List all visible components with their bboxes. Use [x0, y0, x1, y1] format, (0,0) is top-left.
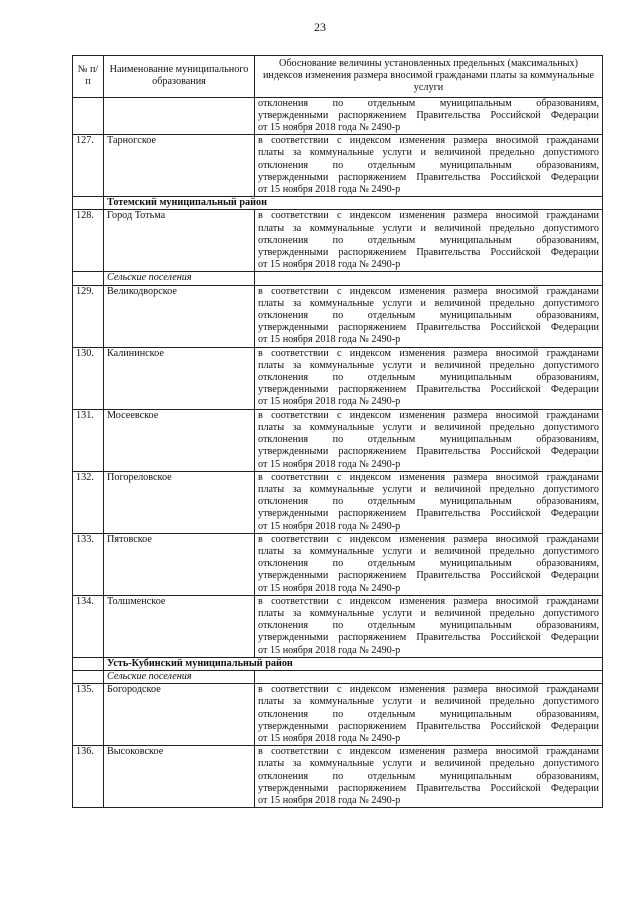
table-header-row	[73, 56, 603, 98]
text-line: в соответствии с индексом изменения размера вносимой гражданами	[258, 210, 599, 222]
table-row	[73, 135, 603, 197]
table-row	[73, 285, 603, 347]
text-line: от 15 ноября 2018 года № 2490-р	[258, 732, 401, 744]
text-line: отклонения по отдельным муниципальным образованиям,	[258, 558, 599, 570]
text-line: от 15 ноября 2018 года № 2490-р	[258, 644, 401, 656]
justification-text	[255, 347, 603, 409]
table-row	[73, 746, 603, 808]
text-line: в соответствии с индексом изменения размера вносимой гражданами	[258, 409, 599, 421]
header-number: № п/п	[73, 56, 104, 98]
text-line: от 15 ноября 2018 года № 2490-р	[258, 396, 401, 408]
table-row	[73, 471, 603, 533]
text-line: от 15 ноября 2018 года № 2490-р	[258, 458, 401, 470]
row-number: 128.	[73, 210, 104, 272]
text-line: платы за коммунальные услуги и величиной предельно допустимого	[258, 758, 599, 770]
page-number: 23	[314, 20, 326, 34]
text-line: утвержденными распоряжением Правительства Российской Федерации	[258, 632, 599, 644]
text-line: в соответствии с индексом изменения размера вносимой гражданами	[258, 746, 599, 758]
region-row	[73, 657, 603, 670]
text-line: утвержденными распоряжением Правительства Российской Федерации	[258, 508, 599, 520]
text-line: в соответствии с индексом изменения размера вносимой гражданами	[258, 595, 599, 607]
table-row	[73, 533, 603, 595]
header-justification: Обоснование величины установленных предельных (максимальных) индексов изменения размера вносимой гражданами платы за коммунальные услуги	[255, 56, 603, 98]
subsection-label: Сельские поселения	[104, 272, 255, 285]
text-line: платы за коммунальные услуги и величиной предельно допустимого	[258, 483, 599, 495]
text-line: от 15 ноября 2018 года № 2490-р	[258, 122, 401, 134]
table-row	[73, 684, 603, 746]
text-line: в соответствии с индексом изменения размера вносимой гражданами	[258, 533, 599, 545]
text-line: отклонения по отдельным муниципальным образованиям,	[258, 159, 599, 171]
text-line: отклонения по отдельным муниципальным образованиям,	[258, 496, 599, 508]
text-line: отклонения по отдельным муниципальным образованиям,	[258, 434, 599, 446]
text-line: в соответствии с индексом изменения размера вносимой гражданами	[258, 471, 599, 483]
text-line: в соответствии с индексом изменения размера вносимой гражданами	[258, 135, 599, 147]
text-line: платы за коммунальные услуги и величиной предельно допустимого	[258, 297, 599, 309]
text-line: от 15 ноября 2018 года № 2490-р	[258, 520, 401, 532]
text-line: в соответствии с индексом изменения размера вносимой гражданами	[258, 347, 599, 359]
text-line: утвержденными распоряжением Правительства Российской Федерации	[258, 446, 599, 458]
municipality-name: Тарногское	[104, 135, 255, 197]
text-line: платы за коммунальные услуги и величиной предельно допустимого	[258, 545, 599, 557]
municipality-name: Пятовское	[104, 533, 255, 595]
text-line: платы за коммунальные услуги и величиной предельно допустимого	[258, 607, 599, 619]
text-line: отклонения по отдельным муниципальным образованиям,	[258, 97, 599, 109]
header-municipality: Наименование муниципального образования	[104, 56, 255, 98]
municipality-name: Мосеевское	[104, 409, 255, 471]
municipality-name: Великодворское	[104, 285, 255, 347]
municipality-name: Высоковское	[104, 746, 255, 808]
row-number: 130.	[73, 347, 104, 409]
text-line: от 15 ноября 2018 года № 2490-р	[258, 794, 401, 806]
row-number: 132.	[73, 471, 104, 533]
text-line: утвержденными распоряжением Правительства Российской Федерации	[258, 384, 599, 396]
row-number: 134.	[73, 595, 104, 657]
text-line: утвержденными распоряжением Правительства Российской Федерации	[258, 247, 599, 259]
municipality-name: Толшменское	[104, 595, 255, 657]
justification-text	[255, 595, 603, 657]
row-number: 127.	[73, 135, 104, 197]
text-line: отклонения по отдельным муниципальным образованиям,	[258, 234, 599, 246]
justification-text	[255, 285, 603, 347]
text-line: отклонения по отдельным муниципальным образованиям,	[258, 708, 599, 720]
municipality-name: Погореловское	[104, 471, 255, 533]
continuation-row	[73, 97, 603, 135]
indices-table	[72, 55, 603, 808]
justification-text	[255, 746, 603, 808]
subsection-row	[73, 272, 603, 285]
text-line: утвержденными распоряжением Правительства Российской Федерации	[258, 570, 599, 582]
text-line: отклонения по отдельным муниципальным образованиям,	[258, 770, 599, 782]
row-number: 131.	[73, 409, 104, 471]
text-line: утвержденными распоряжением Правительства Российской Федерации	[258, 720, 599, 732]
text-line: утвержденными распоряжением Правительства Российской Федерации	[258, 171, 599, 183]
text-line: утвержденными распоряжением Правительства Российской Федерации	[258, 782, 599, 794]
table-row	[73, 595, 603, 657]
text-line: в соответствии с индексом изменения размера вносимой гражданами	[258, 285, 599, 297]
table-row	[73, 210, 603, 272]
text-line: отклонения по отдельным муниципальным образованиям,	[258, 310, 599, 322]
text-line: платы за коммунальные услуги и величиной предельно допустимого	[258, 147, 599, 159]
text-line: от 15 ноября 2018 года № 2490-р	[258, 184, 401, 196]
text-line: платы за коммунальные услуги и величиной предельно допустимого	[258, 696, 599, 708]
justification-text	[255, 684, 603, 746]
text-line: платы за коммунальные услуги и величиной предельно допустимого	[258, 359, 599, 371]
municipality-name: Богородское	[104, 684, 255, 746]
justification-text	[255, 533, 603, 595]
row-number: 136.	[73, 746, 104, 808]
justification-text	[255, 409, 603, 471]
text-line: в соответствии с индексом изменения размера вносимой гражданами	[258, 684, 599, 696]
region-name: Тотемский муниципальный район	[104, 197, 603, 210]
continuation-text	[255, 97, 603, 135]
text-line: отклонения по отдельным муниципальным образованиям,	[258, 620, 599, 632]
text-line: утвержденными распоряжением Правительства Российской Федерации	[258, 109, 599, 121]
municipality-name: Калининское	[104, 347, 255, 409]
subsection-label: Сельские поселения	[104, 670, 255, 683]
justification-text	[255, 135, 603, 197]
text-line: утвержденными распоряжением Правительства Российской Федерации	[258, 322, 599, 334]
municipality-name: Город Тотьма	[104, 210, 255, 272]
text-line: отклонения по отдельным муниципальным образованиям,	[258, 372, 599, 384]
table-row	[73, 409, 603, 471]
subsection-row	[73, 670, 603, 683]
text-line: платы за коммунальные услуги и величиной предельно допустимого	[258, 222, 599, 234]
region-name: Усть-Кубинский муниципальный район	[104, 657, 603, 670]
row-number: 133.	[73, 533, 104, 595]
text-line: от 15 ноября 2018 года № 2490-р	[258, 259, 401, 271]
text-line: от 15 ноября 2018 года № 2490-р	[258, 334, 401, 346]
justification-text	[255, 210, 603, 272]
text-line: платы за коммунальные услуги и величиной предельно допустимого	[258, 421, 599, 433]
row-number: 135.	[73, 684, 104, 746]
row-number: 129.	[73, 285, 104, 347]
region-row	[73, 197, 603, 210]
text-line: от 15 ноября 2018 года № 2490-р	[258, 582, 401, 594]
table-row	[73, 347, 603, 409]
justification-text	[255, 471, 603, 533]
